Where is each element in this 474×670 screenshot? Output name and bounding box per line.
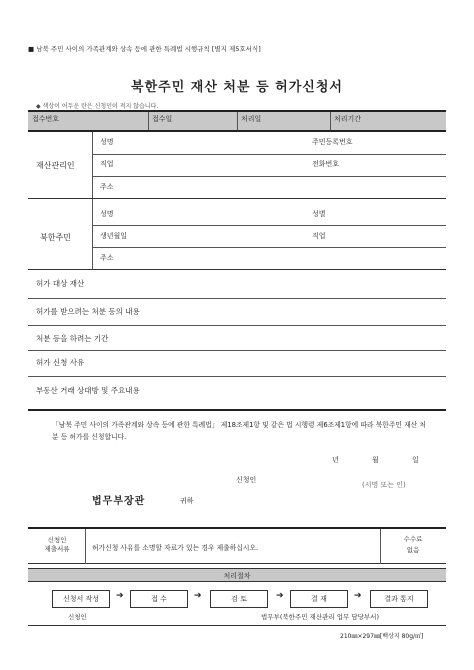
nk-name-label: 성명 [100, 210, 114, 218]
honorific: 귀하 [180, 497, 194, 505]
step-review: 검 토 [210, 590, 268, 608]
fee-label: 수수료 [403, 535, 423, 543]
nk-job-label: 직업 [312, 232, 326, 240]
paper-spec: 210㎜×297㎜[백상지 80g/㎡] [340, 633, 424, 640]
manager-job-label: 직업 [100, 160, 114, 168]
arrow-icon: ➔ [116, 591, 124, 601]
processing-period-label: 처리기간 [334, 115, 362, 123]
month-label: 월 [372, 456, 379, 464]
real-estate-label: 부동산 거래 상대방 및 주요내용 [36, 386, 140, 395]
actor-applicant: 신청인 [68, 613, 87, 621]
year-label: 년 [332, 456, 339, 464]
signature-note: (서명 또는 인) [362, 481, 406, 489]
manager-phone-label: 전화번호 [312, 160, 340, 168]
documents-content: 허가신청 사유를 소명할 자료가 있는 경우 제출하십시오. [92, 544, 259, 552]
actor-ministry: 법무부(북한주민 재산관리 업무 담당부서) [260, 613, 379, 621]
manager-address-label: 주소 [100, 183, 114, 191]
documents-label: 신청인 제출서류 [44, 536, 70, 553]
recipient-title: 법무부장관 [92, 496, 146, 507]
manager-id-label: 주민등록번호 [312, 138, 353, 146]
nk-birth-label: 생년월일 [100, 232, 128, 240]
arrow-icon: ➔ [276, 591, 284, 601]
legal-statement: 「남북 주민 사이의 가족관계와 상속 등에 관한 특례법」 제18조제1항 및 같은 법 시행령 제6조제1항에 따라 북한주민 재산 처분 등 허가를 신청합니다. [52, 421, 426, 441]
arrow-icon: ➔ [194, 591, 202, 601]
application-reason-label: 허가 신청 사유 [36, 358, 85, 367]
processing-date-label: 처리일 [241, 115, 262, 123]
nk-section-label: 북한주민 [40, 233, 71, 242]
gray-area-note: ◆ 색상이 어두운 란은 신청인이 적지 않습니다. [36, 103, 159, 110]
day-label: 일 [412, 456, 419, 464]
receipt-number-label: 접수번호 [32, 115, 60, 123]
nk-address-label: 주소 [100, 254, 114, 262]
arrow-icon: ➔ [354, 591, 362, 601]
manager-section-label: 재산관리인 [36, 161, 75, 170]
applicant-label: 신청인 [236, 476, 257, 484]
receipt-date-label: 접수일 [152, 115, 173, 123]
nk-gender-label: 성별 [312, 210, 326, 218]
manager-name-label: 성명 [100, 138, 114, 146]
disposal-period-label: 처분 등을 하려는 기간 [36, 334, 109, 343]
step-approve: 결 재 [290, 590, 348, 608]
form-title: 북한주민 재산 처분 등 허가신청서 [131, 80, 343, 95]
process-title: 처리절차 [28, 568, 446, 582]
step-write: 신청서 작성 [52, 590, 110, 608]
fee-value: 없음 [406, 546, 420, 554]
step-receive: 접 수 [130, 590, 188, 608]
step-notify: 결과 통지 [370, 590, 428, 608]
target-property-label: 허가 대상 재산 [36, 279, 85, 288]
form-reference-note: ■ 남북 주민 사이의 가족관계와 상속 등에 관한 특례법 시행규칙 [별지 제5호서식] [28, 45, 261, 53]
disposal-content-label: 허가를 받으려는 처분 등의 내용 [36, 307, 140, 316]
